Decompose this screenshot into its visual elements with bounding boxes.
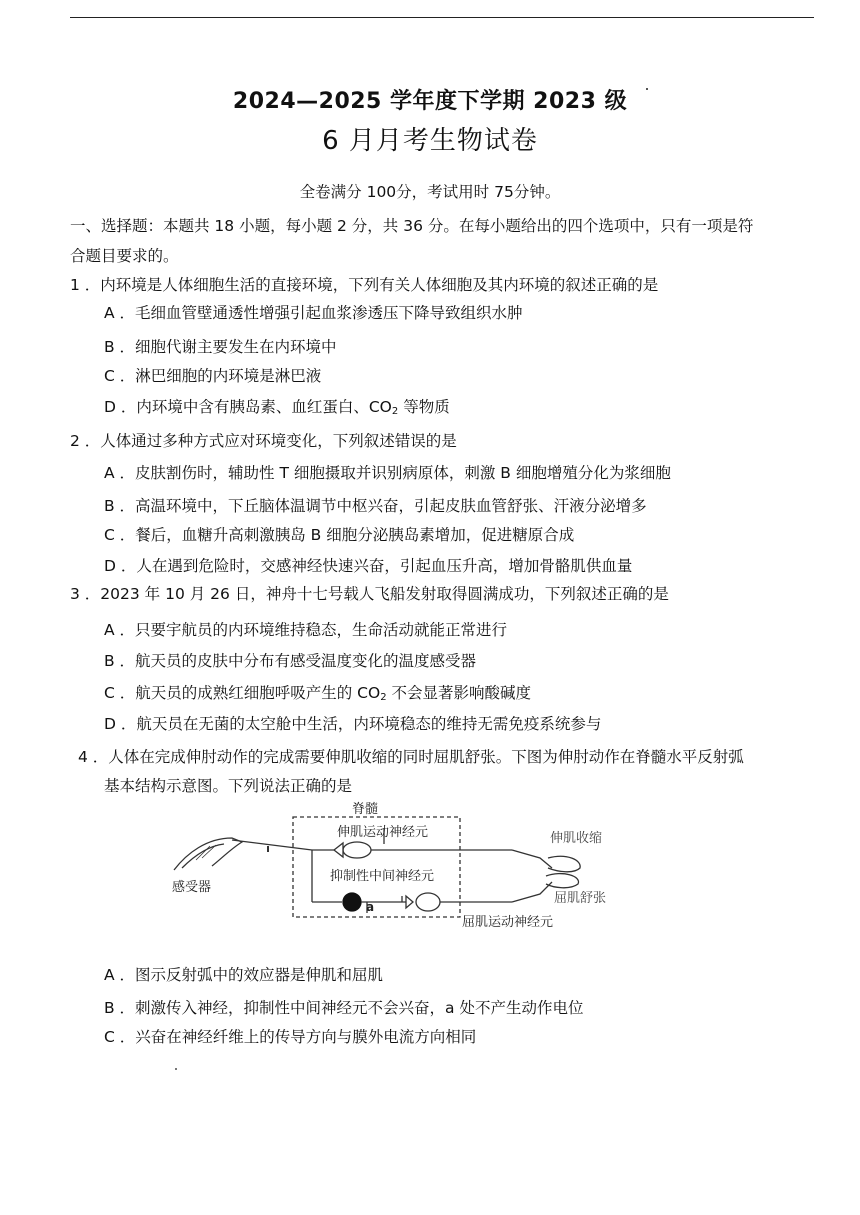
extensor-muscle-shape <box>548 856 580 871</box>
question-1-option-d <box>104 397 450 422</box>
option-text: 不会显著影响酸碱度 <box>386 684 532 702</box>
option-text: 等物质 <box>398 398 450 416</box>
exam-instructions: 全卷满分 100分，考试用时 75分钟。 <box>299 183 561 201</box>
label-extensor-motor-neuron: 伸肌运动神经元 <box>337 825 429 840</box>
exam-title-line1: 2024—2025 学年度下学期 2023 级 <box>232 89 628 114</box>
section-heading-line1: 一、选择题：本题共 18 小题，每小题 2 分，共 36 分。在每小题给出的四个选项中，只有一项是符 <box>70 217 754 235</box>
section-heading-line2: 合题目要求的。 <box>70 247 179 265</box>
question-4-option-b: B ．刺激传入神经，抑制性中间神经元不会兴奋，a 处不产生动作电位 <box>104 999 584 1017</box>
question-3-option-c <box>104 683 531 708</box>
label-spinal-cord: 脊髓 <box>352 802 379 817</box>
question-4-option-a: A ．图示反射弧中的效应器是伸肌和屈肌 <box>104 966 384 984</box>
header-rule <box>70 17 814 18</box>
question-4-stem-line1: 4 ．人体在完成伸肘动作的完成需要伸肌收缩的同时屈肌舒张。下图为伸肘动作在脊髓水平反射弧 <box>78 748 744 766</box>
question-3-option-d: D ．航天员在无菌的太空舱中生活，内环境稳态的维持无需免疫系统参与 <box>104 715 602 733</box>
subscript: 2 <box>391 406 399 417</box>
option-text: C ．航天员的成熟红细胞呼吸产生的 CO <box>104 684 381 702</box>
question-3-stem: 3 ．2023 年 10 月 26 日，神舟十七号载人飞船发射取得圆满成功，下列叙述正确的是 <box>70 585 669 603</box>
question-1-stem: 1 ．内环境是人体细胞生活的直接环境，下列有关人体细胞及其内环境的叙述正确的是 <box>70 276 659 294</box>
option-text: D ．内环境中含有胰岛素、血红蛋白、CO <box>104 398 392 416</box>
question-4-stem-line2: 基本结构示意图。下列说法正确的是 <box>104 777 353 795</box>
question-1-option-c: C ．淋巴细胞的内环境是淋巴液 <box>104 367 322 385</box>
question-1-option-b: B ．细胞代谢主要发生在内环境中 <box>104 338 337 356</box>
question-2-option-a: A ．皮肤割伤时，辅助性 T 细胞摄取并识别病原体，刺激 B 细胞增殖分化为浆细胞 <box>104 464 671 482</box>
label-flexor-relax: 屈肌舒张 <box>554 891 607 906</box>
question-2-option-b: B ．高温环境中，下丘脑体温调节中枢兴奋，引起皮肤血管舒张、汗液分泌增多 <box>104 497 647 515</box>
label-extensor-contract: 伸肌收缩 <box>550 831 603 846</box>
question-1-option-a: A ．毛细血管壁通透性增强引起血浆渗透压下降导致组织水肿 <box>104 304 523 322</box>
label-flexor-motor-neuron: 屈肌运动神经元 <box>462 915 554 930</box>
label-point-a: a <box>366 900 375 914</box>
reflex-arc-diagram <box>162 798 622 938</box>
exam-title-line2: 6 月月考生物试卷 <box>322 126 538 156</box>
flexor-muscle-shape <box>546 874 579 888</box>
label-receptor: 感受器 <box>172 880 212 895</box>
question-4-option-c: C ．兴奋在神经纤维上的传导方向与膜外电流方向相同 <box>104 1028 477 1046</box>
subscript: 2 <box>380 692 387 703</box>
question-3-option-b: B ．航天员的皮肤中分布有感受温度变化的温度感受器 <box>104 652 477 670</box>
question-2-stem: 2 ．人体通过多种方式应对环境变化，下列叙述错误的是 <box>70 432 457 450</box>
question-3-option-a: A ．只要宇航员的内环境维持稳态，生命活动就能正常进行 <box>104 621 508 639</box>
question-2-option-d: D ．人在遇到危险时，交感神经快速兴奋，引起血压升高，增加骨骼肌供血量 <box>104 557 633 575</box>
label-inhibitory-interneuron: 抑制性中间神经元 <box>330 869 435 884</box>
question-2-option-c: C ．餐后，血糖升高刺激胰岛 B 细胞分泌胰岛素增加，促进糖原合成 <box>104 526 575 544</box>
stray-mark <box>175 1068 177 1070</box>
